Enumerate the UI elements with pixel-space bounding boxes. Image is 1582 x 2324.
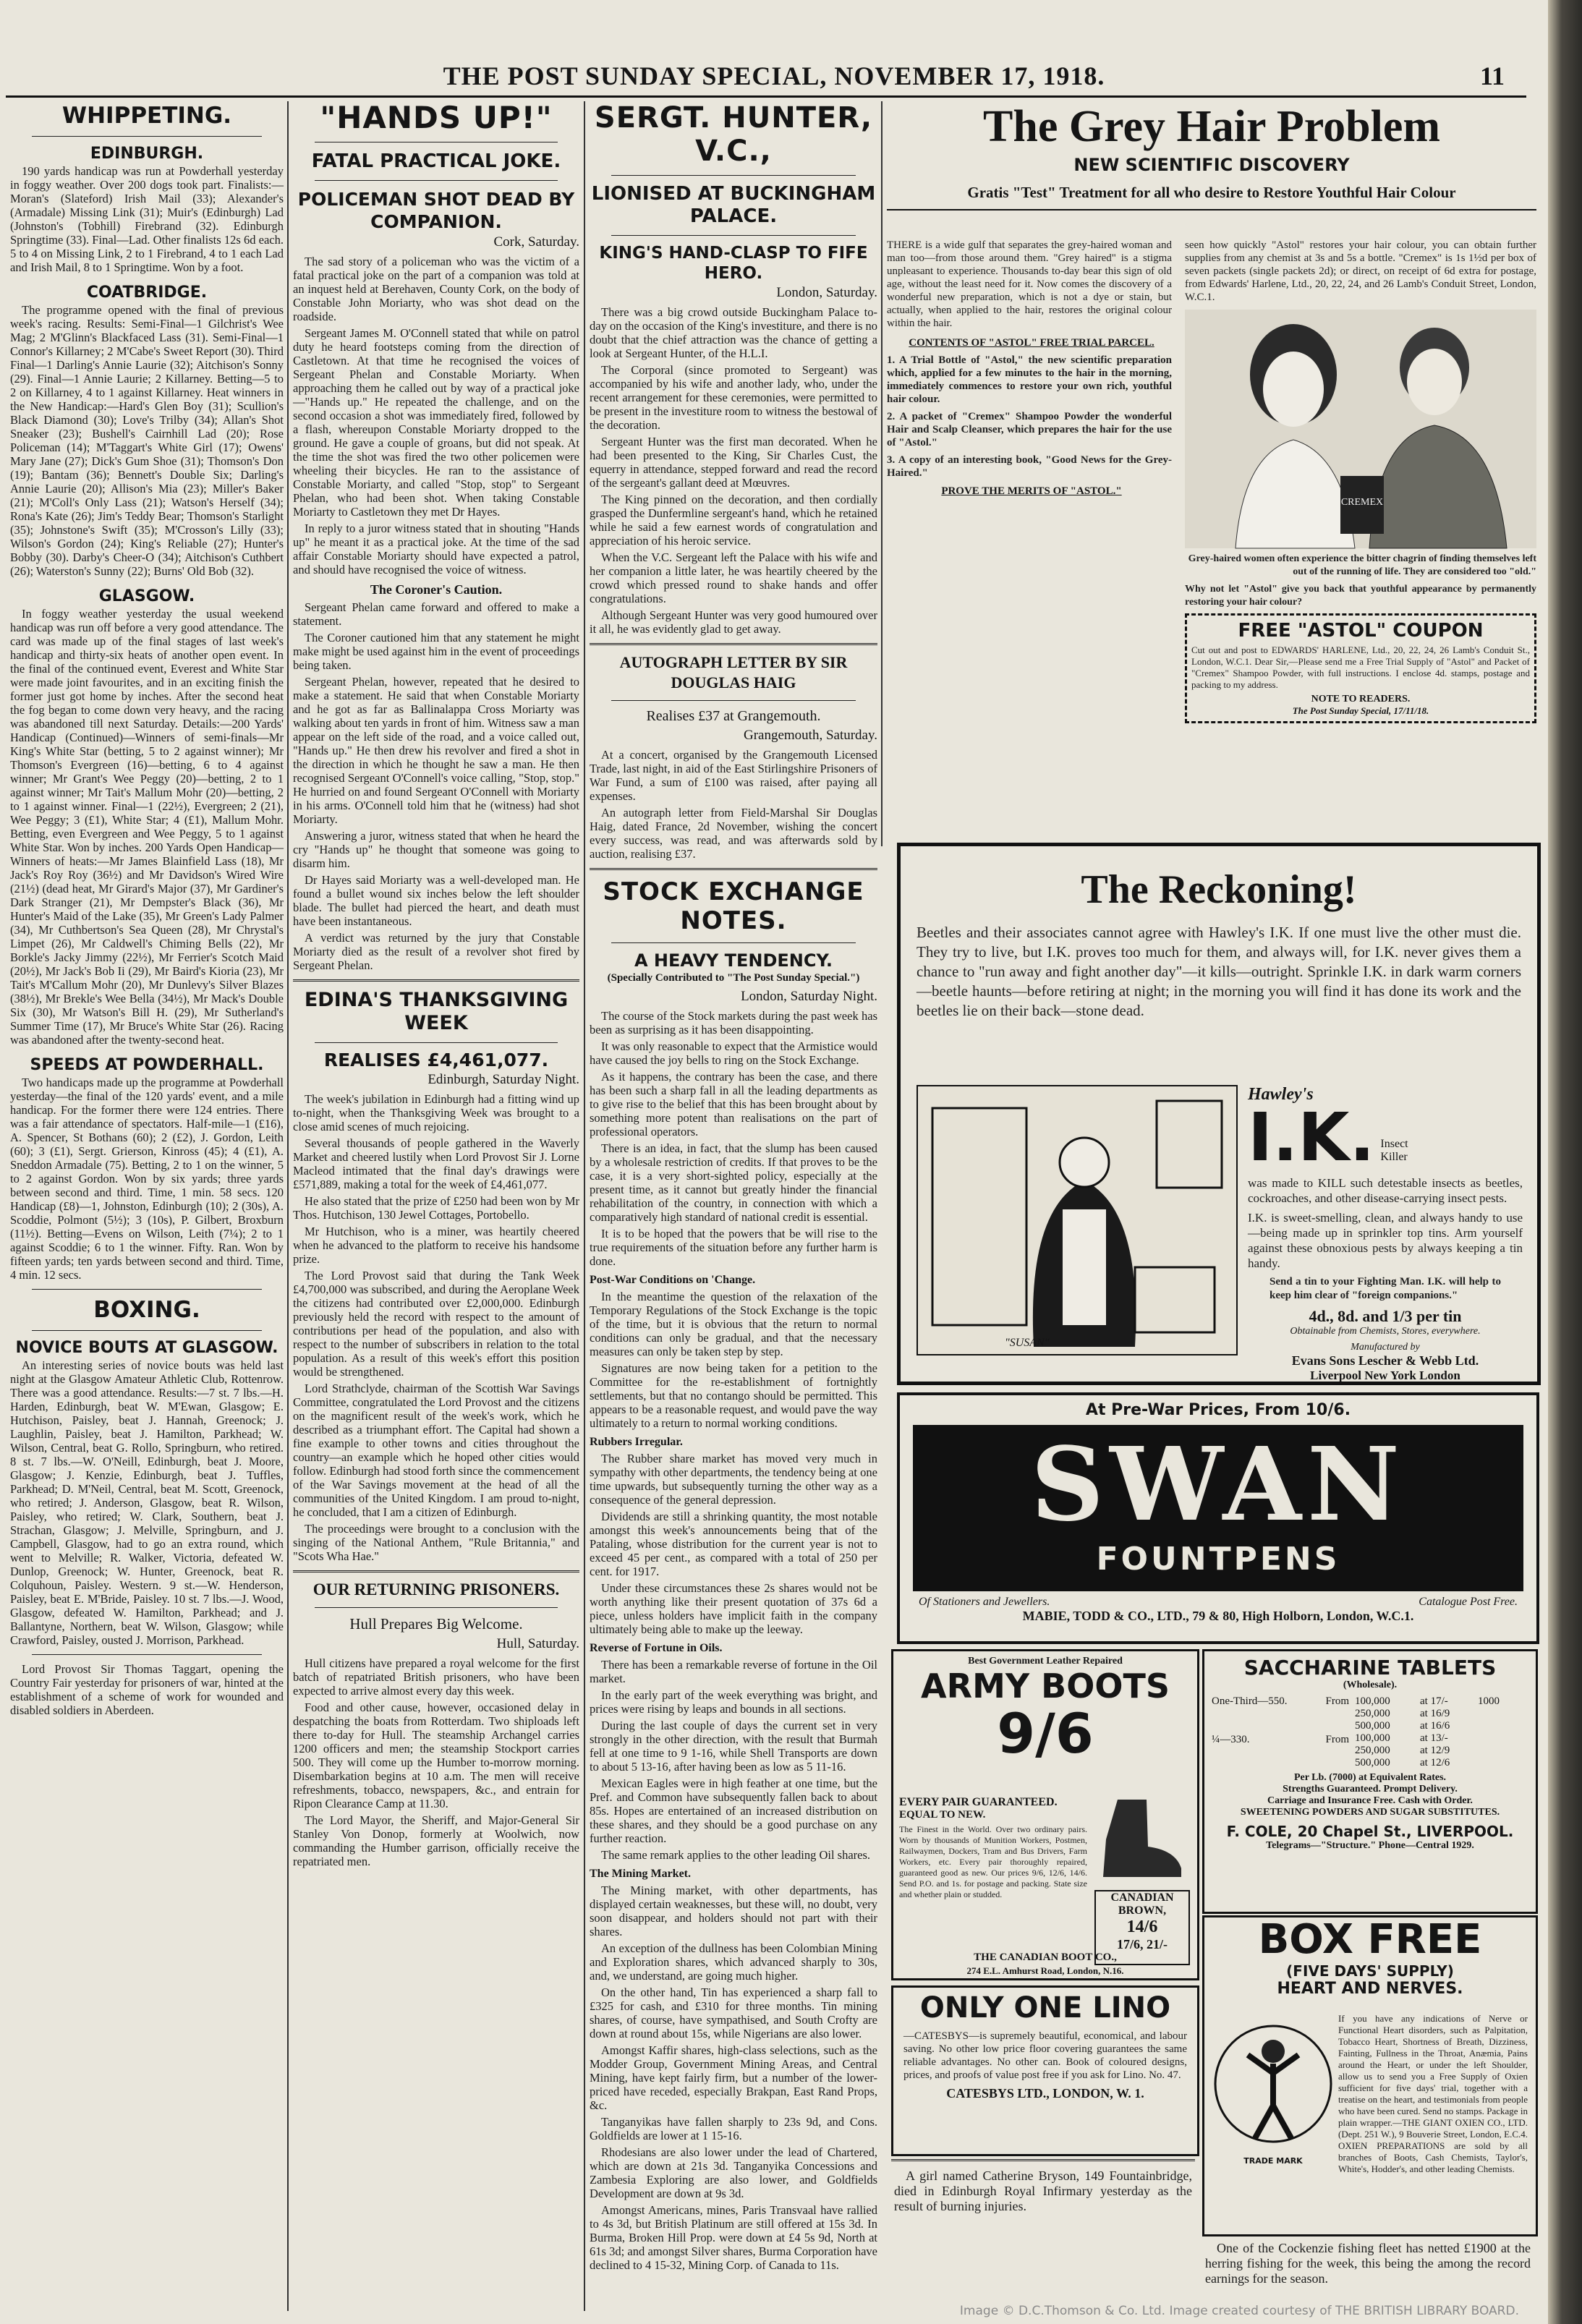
article-paragraph: The Lord Mayor, the Sheriff, and Major-General Sir Stanley Von Donop, formerly at Woolwich, now commanding the Humber garrison, officially receive the repatriated men. (293, 1813, 579, 1868)
section-head: EDINBURGH. (90, 145, 204, 163)
divider (32, 1654, 262, 1655)
ad-text: THERE is a wide gulf that separates the grey-haired woman and man too—from those around them. "Grey haired" is a stigma unpleasant to experience. Thousands to-day bear this sign of old age, without the least need for it. Now comes the discovery of a wonderful new preparation, which is not a dye or stain, but actually, when applied to the hair, restores the original colour within the hair. (887, 239, 1172, 329)
article-paragraph: In foggy weather yesterday the usual weekend handicap was run off before a very good attendance. The card was made up of the final stages of last week's handicap and thirty-six heats of another open event. In the final of the continued event, Everest and White Star were made joint favourites, and in an exciting finish the former just got home by inches. After the second heat the fog began to come down very heavy, and the racing was abandoned till next Saturday. Details:—200 Yards' Handicap (Continued)—Winners of semi-finals—Mr King's White Star (betting, 5 to 2 against winner); Mr Thomson's Evergreen (16)—betting, 6 to 4 against winner; Mr Grant's Wee Peggy (20)—betting, 2 to 1 against winner; Mr Tait's Mallum Mohr (20)—betting, 2 to 1 against winner. Final—1 (22½), Evergreen; 2 (21), Wee Peggy; 3 (£1), White Star; 4 (£1), Mallum Mohr. Betting, even Evergreen and Wee Peggy, 5 to 1 against White Star. Won by inches. 200 Yards Open Handicap—Winners of heats:—Mr James Blainfield Lass (18), Mr Jack's Roy Roy (36½) and Mr Davidson's Wired Wire (21½) (dead heat, Mr Girard's Major (37), Mr Gardiner's Dark Stranger (21), Mr Dempster's Black (36), Mr Hunter's Maid of the Lake (35), Mr Green's Lady Palmer (34), Mr Cuthbertson's Sea Queen (28), Mr Chrystal's Limpet (26), Mr Caldwell's Chiming Bells (22), Mr Borkle's Jacky Jimmy (22½), Mr Ferrier's Scotch Maid (20½), Mr Jack's Bob Ii (29), Mr Baird's Kioria (23), Mr Tait's M'Callum Mohr (20), Mr Dunlevy's Silver Blazes (38½), Mr Brekle's Wee Bella (34½), Mr Mack's Double Six (30), Mr Watson's Bill H. (29), Mr Sutherland's Summer Time (17), Mr Bruce's White Star (26). Racing was abandoned after the twenty-second heat. (10, 607, 284, 1047)
article-paragraph: On the other hand, Tin has experienced a sharp fall to £325 for cash, and £310 for three months. Tin mining shares, of course, have sympathised, and South Crofty are down at round about 15s, while Nigerians are also lower. (590, 1985, 877, 2040)
divider (611, 942, 856, 943)
ad-text: Carriage and Insurance Free. Cash with Order. (1267, 1795, 1473, 1806)
firm-name: F. COLE, 20 Chapel St., LIVERPOOL. (1226, 1823, 1514, 1840)
dateline: Hull, Saturday. (496, 1636, 579, 1651)
article-paragraph: When the V.C. Sergeant left the Palace with his wife and her companion a little later, he was heartily cheered by the crowd which pressed round to shake hands and offer congratulations. (590, 550, 877, 605)
article-paragraph: The Lord Provost said that during the Tank Week £4,700,000 was subscribed, and during the Aeroplane Week the citizens had contributed over £2,000,000. Edinburgh previously held the record with respect to the amount of contributions per head of the population, and also with respect to the number of subscribers in relation to the total population. As a result of this week's effort this position would be strengthened. (293, 1269, 579, 1379)
ad-top-line: Best Government Leather Repaired (968, 1656, 1123, 1667)
headline-hunter: SERGT. HUNTER, V.C., (594, 101, 873, 168)
article-paragraph: In the meantime the question of the relaxation of the Temporary Regulations of the Stock Exchange is the topic of the time, but it is obvious that the return to normal conditions can only be gradual, and that the necessary measures can only be taken step by step. (590, 1290, 877, 1358)
subhead: LIONISED AT BUCKINGHAM PALACE. (591, 183, 876, 227)
article-paragraph: There is an idea, in fact, that the slump has been caused by a wholesale restriction of credits. If that proves to be the case, it is a very short-sighted policy, especially at the present time, as it cannot but greatly hinder the financial rehabilitation of the country, in connection with which a comparatively high standard of national credit is essential. (590, 1141, 877, 1224)
page-binding-edge (1548, 0, 1582, 2324)
merits-heading: PROVE THE MERITS OF "ASTOL." (941, 485, 1122, 497)
price: 17/6, 21/- (1117, 1937, 1168, 1951)
article-paragraph: As it happens, the contrary has been the case, and there has been such a sharp fall in all the leading departments as to give rise to the belief that this has been brought about by something more potent than realisations on the part of professional operators. (590, 1070, 877, 1138)
ad-text: CANADIAN BROWN, (1110, 1891, 1174, 1917)
ad-text: The Finest in the World. Over two ordinary pairs. Worn by thousands of Munition Workers, Postmen, Railwaymen, Dockers, Tram and Bus Drivers, Farm Workers, etc. Every pair thoroughly repaired, guaranteed good as new. Our prices 9/6, 12/6, 14/6. Send P.O. and 1s. for postage and packing. State size and whether plain or studded. (899, 1824, 1087, 1899)
ad-subtitle: (FIVE DAYS' SUPPLY) (1286, 1962, 1454, 1980)
headline-thanksgiving: EDINA'S THANKSGIVING WEEK (304, 989, 569, 1034)
parcel-item: 1. A Trial Bottle of "Astol," the new scientific preparation which, applied for a few minutes to the hair in the morning, immediately commences to restore your own rich, youthful hair colour. (887, 354, 1172, 405)
dateline: Edinburgh, Saturday Night. (428, 1072, 579, 1087)
page-number: 11 (1479, 61, 1505, 90)
illustration-signature: "SUSAN" (1005, 1337, 1050, 1349)
ad-details (1248, 1085, 1523, 1383)
article-paragraph: Amongst Americans, mines, Paris Transvaal have rallied to 4s 3d, but British Platinum are still offered at 15s 3d. In Burma, Broken Hill Prop. were down at £4 5s 9d, North at 61s 3d; and amongst Silver shares, Burma Corporation have declined to 4 15-32, Mining Corp. of Canada to 11s. (590, 2203, 877, 2272)
article-paragraph: Mr Hutchison, who is a miner, was heartily cheered when he advanced to the platform to receive his handsome prize. (293, 1225, 579, 1266)
price-from (1306, 1695, 1355, 1769)
coupon-title: FREE "ASTOL" COUPON (1238, 620, 1484, 642)
parcel-heading: CONTENTS OF "ASTOL" FREE TRIAL PARCEL. (909, 337, 1154, 349)
ad-title: ARMY BOOTS (921, 1667, 1170, 1706)
ad-subtitle: (Wholesale). (1343, 1680, 1398, 1690)
divider (611, 175, 856, 176)
crosshead: Rubbers Irregular. (590, 1436, 683, 1448)
article-paragraph: A verdict was returned by the jury that Constable Moriarty died as the result of a revolver shot fired by Sergeant Phelan. (293, 931, 579, 972)
article-paragraph: Amongst Kaffir shares, high-class selections, such as the Modder Group, Government Mining Areas, and Central Mining, have kept fairly firm, but a number of the lower-priced have receded, especially Brakpan, East Rand Props, &c. (590, 2043, 877, 2112)
section-head: GLASGOW. (98, 587, 195, 605)
boot-icon (1096, 1796, 1186, 1883)
article-paragraph: Dividends are still a shrinking quantity, the most notable amongst this week's announcements being that of the Pataling, whose distribution for the current year is not to exceed 45 per cent., as compared with a total of 250 per cent. for 1917. (590, 1510, 877, 1578)
divider (315, 1042, 558, 1043)
crosshead: Hull Prepares Big Welcome. (349, 1615, 523, 1633)
firm-name: CATESBYS LTD., LONDON, W. 1. (946, 2086, 1144, 2100)
price: 9/6 (997, 1701, 1094, 1766)
article-paragraph: It was only reasonable to expect that the Armistice would have caused the joy bells to ring on the Stock Exchange. (590, 1039, 877, 1067)
ad-text: Of Stationers and Jewellers. (919, 1596, 1050, 1608)
divider (32, 1289, 262, 1290)
column-hands-up (293, 101, 579, 2311)
crosshead: Post-War Conditions on 'Change. (590, 1274, 756, 1286)
article-paragraph: He also stated that the prize of £250 had been won by Mr Thos. Hutchison, 130 Jewel Cottages, Portobello. (293, 1194, 579, 1222)
article-paragraph: Lord Strathclyde, chairman of the Scottish War Savings Committee, congratulated the Lord Provost and the citizens on the magnificent result of the week's work, which he described as a triumphant effort. The Capital had shown a fine example to other towns and cities throughout the country—an example which he hoped other cities would follow. Edinburgh had stood forth since the commencement of the War Savings movement at the head of all the communities of the United Kingdom. I am proud to-night, he concluded, that I am a citizen of Edinburgh. (293, 1382, 579, 1519)
coupon-note: NOTE TO READERS. (1311, 694, 1411, 705)
article-paragraph: Signatures are now being taken for a petition to the Committee for the re-establishment of fortnightly settlements, but that no contango should be permitted. This appears to be a reasonable request, and would pave the way ultimately to a return to normal working conditions. (590, 1361, 877, 1430)
article-paragraph: The week's jubilation in Edinburgh had a fitting wind up to-night, when the Thanksgiving Week was brought to a close amid scenes of much rejoicing. (293, 1092, 579, 1133)
price: 14/6 (1126, 1917, 1158, 1936)
ad-title: SACCHARINE TABLETS (1243, 1656, 1497, 1680)
article-paragraph: An autograph letter from Field-Marshal Sir Douglas Haig, dated France, 2d November, wishing the concert every success, was read, and was afterwards sold by auction, realising £37. (590, 806, 877, 861)
subhead: POLICEMAN SHOT DEAD BY COMPANION. (297, 189, 575, 232)
divider (590, 643, 877, 645)
masthead-title: THE POST SUNDAY SPECIAL, NOVEMBER 17, 1918. (443, 61, 1105, 90)
price-row: 250,000 at 16/9 (1355, 1708, 1450, 1719)
maker-name: THE CANADIAN BOOT CO., (974, 1951, 1117, 1963)
ad-text: Per Lb. (7000) at Equivalent Rates. (1293, 1772, 1447, 1783)
masthead-rule (6, 95, 1526, 98)
article-paragraph: The programme opened with the final of previous week's racing. Results: Semi-Final—1 Gilchrist's Wee Mag; 2 M'Glinn's Blackfaced Lass (31). Semi-Final—1 Connor's Killarney; 2 M'Cabe's Sweet Report (30). Third Final—1 Darling's Annie Laurie (32); Aitchison's Sonny (29). Final—1 Annie Laurie; 2 Killarney. Betting—5 to 2 on Killarney, 4 to 1 against Killarney. Heat winners in the New Handicap:—Hard's Glen Boy (31); Scullion's Black Diamond (30); Love's Trilby (34); Allan's Shot Sneaker (23); Bushell's Cairnhill Lad (20); Rose Policeman (14); M'Taggart's White Girl (17); Owens' Mary Jane (27); Dick's Gum Shoe (31); Thomson's Don (19); Bantam (36); Bennett's Double Six; Darling's Annie Laurie (20); Allison's Mia (23); Miller's Baker (21); M'Coll's Only Lass (21); Watson's Herself (34); Rona's Kate (26); Jim's Teddy Bear; Thomson's Starlight (35); Johnstone's Swift (35); M'Crosson's Lilly (33); Wilson's Gordon (24); King's Reliable (27); Hunter's Bobby (30). Darby's Cheer-O (34); Aitchison's Cuthbert (26); Waterston's Sunny (22); Burns' Old Bob (32). (10, 303, 284, 578)
divider (315, 1607, 558, 1608)
brand-name: SWAN (1031, 1426, 1405, 1544)
price-row: 100,000 at 13/- (1355, 1732, 1448, 1744)
ad-footer-row (919, 1596, 1518, 1609)
news-brief: A girl named Catherine Bryson, 149 Fountainbridge, died in Edinburgh Royal Infirmary yesterday as the result of burning injuries. (894, 2168, 1192, 2213)
price-label: One-Third—550. (1212, 1695, 1288, 1707)
contributor-note: (Specially Contributed to "The Post Sunday Special.") (607, 972, 860, 984)
headline-prisoners: OUR RETURNING PRISONERS. (312, 1580, 560, 1599)
headline-stock-exchange: STOCK EXCHANGE NOTES. (603, 877, 864, 935)
column-rule (881, 101, 883, 846)
article-paragraph: Sergeant Hunter was the first man decorated. When he had been presented to the King, Sir Charles Cust, the equerry in attendance, stepped forward and read the record of the sergeant's gallant deed at Mœuvres. (590, 435, 877, 490)
maker-places: Liverpool New York London (1310, 1369, 1460, 1382)
illustration-caption: Grey-haired women often experience the bitter chagrin of finding themselves left out of the running of life. They are considered too "old." (1188, 553, 1536, 577)
divider (293, 1570, 579, 1572)
ad-illustration (1185, 310, 1536, 548)
article-paragraph: The proceedings were brought to a conclusion with the singing of the National Anthem, "Rule Britannia," and "Scots Wha Hae." (293, 1522, 579, 1563)
ad-grey-hair (887, 101, 1536, 832)
divider (315, 180, 558, 181)
ad-title: The Grey Hair Problem (983, 102, 1440, 151)
coupon-text: Cut out and post to EDWARDS' HARLENE, Ltd., 20, 22, 24, 26 Lamb's Conduit St., London, W.C.1. Dear Sir,—Please send me a Free Trial Supply of "Astol" and Packet of "Cremex" Shampoo Powder, with full instructions. I enclose 4d. stamps, postage and packing to my address. (1191, 644, 1530, 690)
ad-text: Beetles and their associates cannot agree with Hawley's I.K. If one must live the other must die. They try to live, but I.K. proves too much for them, and always will, for I.K. never gives them a chance to "run away and fight another day"—it kills—outright. Sprinkle I.K. in dark warm corners—beetle haunts—before retiring at night; in the morning you will find it has done its work and the beetles lie on their back—stone dead. (917, 924, 1521, 1019)
article-paragraph: Sergeant Phelan, however, repeated that he desired to make a statement. He said that when Constable Moriarty and he got as far as Ballinalappa Cross Moriarty was walking about ten yards in front of him. Witness saw a man appear on the left side of the road, and a voice called out, "Hands up." He then drew his revolver and fired a shot in the direction in which he thought he saw a man. He then recognised Sergeant O'Connell's voice calling, "Stop, stop." He hurried on and found Sergeant O'Connell with Moriarty in his arms. O'Connell told him that he (witness) had shot Moriarty. (293, 675, 579, 826)
trade-mark-label: TRADE MARK (1243, 2156, 1303, 2166)
headline-whippeting: WHIPPETING. (61, 103, 232, 129)
headline-boxing: BOXING. (93, 1297, 200, 1323)
ad-text: seen how quickly "Astol" restores your hair colour, you can obtain further supplies from any chemist at 3s and 5s a bottle. "Cremex" is 1s 1½d per box of seven packets (single packets 2d); or direct, on receipt of 6d extra for postage, from Edwards' Harlene, Ltd., 20, 22, 24, and 26 Lamb's Conduit Street, London, W.C.1. (1185, 239, 1536, 303)
subhead: FATAL PRACTICAL JOKE. (311, 150, 561, 172)
ad-tagline: Gratis "Test" Treatment for all who desire to Restore Youthful Hair Colour (887, 184, 1536, 210)
column-whippeting (10, 101, 284, 2311)
brand-name: I.K. (1248, 1099, 1375, 1176)
article-paragraph: 190 yards handicap was run at Powderhall yesterday in foggy weather. Over 200 dogs took part. Finalists:—Moran's (Slateford) Irish Mail (33); Alexander's (Armadale) Missing Link (31); Muir's (Edinburgh) Lad (Johnston's (Tobhill) Firebrand (32). Edinburgh Springtime (33). Final—Lad. Other finalists 12s 6d each. 5 to 4 on Missing Link, 2 to 1 Firebrand, 4 to 1 each Lad and Irish Mail, 8 to 1 Springtime. Won by a foot. (10, 164, 284, 274)
crosshead: The Mining Market. (590, 1868, 691, 1880)
article-paragraph: In the early part of the week everything was bright, and prices were rising by leaps and bounds in all sections. (590, 1688, 877, 1716)
article-paragraph: The same remark applies to the other leading Oil shares. (601, 1848, 871, 1862)
ad-body-right (1185, 239, 1536, 723)
price-row: 500,000 at 16/6 (1355, 1720, 1450, 1732)
maker-name: MABIE, TODD & CO., LTD., 79 & 80, High Holborn, London, W.C.1. (1022, 1609, 1414, 1623)
ad-body (899, 1796, 1087, 1903)
ad-subtitle: NEW SCIENTIFIC DISCOVERY (1073, 155, 1350, 175)
section-head: NOVICE BOUTS AT GLASGOW. (15, 1339, 278, 1357)
swan-banner (913, 1425, 1523, 1591)
coupon-dept: The Post Sunday Special, 17/11/18. (1292, 705, 1429, 716)
divider (590, 868, 877, 870)
ad-text: Obtainable from Chemists, Stores, everywhere. (1290, 1326, 1481, 1337)
price-row: 500,000 at 12/6 (1355, 1757, 1450, 1768)
price-rows (1355, 1695, 1528, 1769)
divider (891, 2159, 1195, 2161)
ad-text: Strengths Guaranteed. Prompt Delivery. (1283, 1784, 1458, 1795)
dateline: London, Saturday Night. (741, 989, 877, 1004)
dateline: Grangemouth, Saturday. (743, 728, 877, 743)
coupon[interactable] (1185, 613, 1536, 723)
price-from-label: From (1325, 1695, 1349, 1707)
ad-box-free (1202, 1915, 1538, 2236)
article-paragraph: Mexican Eagles were in high feather at one time, but the Pref. and Common have subsequently fallen back to about 85s. Hopes are entertained of an increased distribution on these shares, and they should be a good purchase on any further reaction. (590, 1776, 877, 1845)
ad-army-boots (891, 1649, 1199, 1980)
ad-question: Why not let "Astol" give you back that youthful appearance by permanently restoring your hair colour? (1185, 584, 1536, 608)
ad-text: Manufactured by (1351, 1342, 1420, 1353)
divider (32, 136, 262, 137)
price-table (1212, 1695, 1528, 1769)
ad-subtitle: HEART AND NERVES. (1277, 1980, 1463, 1998)
ad-text: EVERY PAIR GUARANTEED. (899, 1796, 1058, 1808)
ad-text: I.K. is sweet-smelling, clean, and always handy to use—being made up in sprinkler top tins. Arm yourself against these obnoxious pests by always keeping a tin handy. (1248, 1211, 1523, 1270)
trade-mark-figure-icon (1212, 2012, 1335, 2156)
ad-text: Catalogue Post Free. (1419, 1596, 1518, 1608)
crosshead: Reverse of Fortune in Oils. (590, 1642, 723, 1654)
price-row: 250,000 at 12/9 (1355, 1745, 1450, 1756)
article-paragraph: The Mining market, with other departments, has displayed certain weaknesses, but these will, no doubt, very soon disappear, and holders should not part with their shares. (590, 1884, 877, 1938)
ad-body-left (887, 239, 1176, 498)
article-paragraph: The sad story of a policeman who was the victim of a fatal practical joke on the part of a companion was told at an inquest held at Berehaven, County Cork, on the body of Constable John Moriarty, who was shot dead on the roadside. (293, 255, 579, 323)
price-line: 4d., 8d. and 1/3 per tin (1309, 1307, 1462, 1325)
article-paragraph: The Coroner cautioned him that any statement he might make might be used against him in the event of proceedings being taken. (293, 631, 579, 672)
article-paragraph: Rhodesians are also lower under the lead of Chartered, which are down at 21s 3d. Tanganyika Concessions and Zambesia Exploring are also lower, and Goldfields Development are down at 9s 3d. (590, 2145, 877, 2200)
article-paragraph: Lord Provost Sir Thomas Taggart, opening the Country Fair yesterday for prisoners of war, hinted at the establishment of a scheme of work for wounded and disabled soldiers in Aberdeen. (10, 1662, 284, 1717)
price-label: ¼—330. (1212, 1734, 1250, 1745)
divider (293, 979, 579, 982)
article-paragraph: The King pinned on the decoration, and then cordially grasped the Dunfermline sergeant's hand, which he retained while he said a few earnest words of congratulation and appreciation of his heroic service. (590, 493, 877, 548)
article-paragraph: There was a big crowd outside Buckingham Palace to-day on the occasion of the King's investiture, and there is no doubt that the chief attraction was the chance of getting a look at Sergeant Hunter, of the H.L.I. (590, 305, 877, 360)
headline-hands-up: "HANDS UP!" (320, 100, 553, 135)
crosshead: Realises £37 at Grangemouth. (646, 708, 821, 724)
ad-reckoning (897, 843, 1541, 1385)
article-paragraph: Although Sergeant Hunter was very good humoured over it all, he was evidently glad to get away. (590, 608, 877, 636)
article-paragraph: At a concert, organised by the Grangemouth Licensed Trade, last night, in aid of the East Stirlingshire Prisoners of War Fund, a sum of £100 was raised, after paying all expenses. (590, 748, 877, 803)
article-paragraph: Tanganyikas have fallen sharply to 23s 9d, and Cons. Goldfields are lower at 1 15-16. (590, 2115, 877, 2142)
divider (611, 700, 856, 701)
firm-telegrams: Telegrams—"Structure." Phone—Central 1929. (1266, 1840, 1474, 1851)
crosshead: The Coroner's Caution. (370, 582, 503, 597)
ad-illustration (917, 1085, 1238, 1355)
parcel-item: 3. A copy of an interesting book, "Good News for the Grey-Haired." (887, 454, 1172, 479)
ad-text: If you have any indications of Nerve or Functional Heart disorders, such as Palpitation, Tobacco Heart, Shortness of Breath, Dizziness, Fainting, Fullness in the Throat, Anæmia, Pains around the Heart, or under the left Shoulder, allow us to send you a Free Supply of Oxien sufficient for five days' trial, together with a treatise on the heart, and testimonials from people who have been cured. Send no stamps. Package in plain wrapper.—THE GIANT OXIEN CO., LTD. (Dept. 251 W.), 9 Bouverie Street, London, E.C.4. OXIEN PREPARATIONS are sold by all branches of Boots, Cash Chemists, Taylor's, White's, Hodder's, and other leading Chemists. (1338, 2013, 1528, 2174)
ad-text: SWEETENING POWDERS AND SUGAR SUBSTITUTES. (1240, 1807, 1500, 1818)
divider (32, 1330, 262, 1331)
subhead: KING'S HAND-CLASP TO FIFE HERO. (599, 244, 868, 283)
section-head: SPEEDS AT POWDERHALL. (30, 1056, 264, 1074)
couple-illustration (1185, 310, 1536, 548)
article-paragraph: Sergeant James M. O'Connell stated that while on patrol duty he heard footsteps coming from the direction of Castletown. At that time he recognised the voices of Sergeant Phelan and Constable Moriarty. When approaching them he called out by way of a practical joke—"Hands up." He repeated the challenge, and on the second occasion a shot was immediately fired, followed by a flash, whereupon Constable Moriarty dropped to the ground. He gave a couple of groans, but did not speak. At the time the shot was fired the two other policemen were wheeling their bicycles. He ran to the assistance of Constable Moriarty, and called "Stop, stop" to Sergeant Phelan, who had been shot. When taking Constable Moriarty to Castletown they met Dr Hayes. (293, 326, 579, 519)
price-from-label: From (1325, 1734, 1349, 1745)
article-paragraph: An interesting series of novice bouts was held last night at the Glasgow Amateur Athletic Club, Rottenrow. There was a good attendance. Results:—7 st. 7 lbs.—H. Harden, Edinburgh, beat W. M'Ewan, Glasgow; E. Hutchison, Paisley, beat J. Hannah, Greenock; J. Laughlin, Paisley, beat J. Hamilton, Parkhead; W. Wilson, Central, beat G. Rollo, Springburn, who retired. 8 st. 7 lbs.—W. O'Neill, Edinburgh, beat J. Moore, Glasgow; J. Kenzie, Edinburgh, beat J. Tuffles, Parkhead; D. M'Neil, Central, beat M. Scott, Greenock, who retired; J. Anderson, Glasgow, beat R. Wilson, Paisley, who retired; W. Clark, Southern, beat J. Strachan, Glasgow; J. Melville, Springburn, and J. Campbell, Glasgow, had to go an extra round, which went to Melville; R. Walker, Victoria, defeated W. Dunlop, Greenock; W. Hunter, Greenock, beat R. Colquhoun, Paisley. Western. 9 st.—W. Henderson, Paisley, beat E. M'Bride, Paisley. 10 st. 7 lbs.—J. Wood, Glasgow, defeated W. Hamilton, Parkhead; and J. Ballantyne, Northern, beat W. Wilson, Glasgow; while Crawford, Paisley, ousted J. Morrison, Parkhead. (10, 1358, 284, 1647)
article-paragraph: Dr Hayes said Moriarty was a well-developed man. He found a bullet wound six inches below the left shoulder blade. The bullet had pierced the heart, and death must have been instantaneous. (293, 873, 579, 928)
dateline: Cork, Saturday. (493, 234, 579, 250)
ad-text: —CATESBYS—is supremely beautiful, economical, and labour saving. No other low price floor covering guarantees the same reliable advantages. No other can. Book of coloured designs, prices, and proofs of value post free if you ask for Lino. No. 47. (903, 2030, 1187, 2081)
ad-top-line: At Pre-War Prices, From 10/6. (1085, 1401, 1351, 1419)
susan-illustration (918, 1086, 1236, 1354)
ad-text: was made to KILL such detestable insects as beetles, cockroaches, and other disease-carrying insect pests. (1248, 1176, 1523, 1205)
article-paragraph: There has been a remarkable reverse of fortune in the Oil market. (590, 1658, 877, 1685)
section-head: COATBRIDGE. (86, 284, 208, 302)
article-paragraph: During the last couple of days the current set in very strongly in the other direction, with the result that Burmah fell at one time to 9 1-16, while Shell Transports are down to about 5 13-16, after having been as low as 5 11-16. (590, 1719, 877, 1774)
article-paragraph: Sergeant Phelan came forward and offered to make a statement. (293, 600, 579, 628)
article-paragraph: An exception of the dullness has been Colombian Mining and Exploration shares, which advanced sharply to 30s, and, we understand, are going much higher. (590, 1941, 877, 1983)
article-paragraph: Several thousands of people gathered in the Waverly Market and cheered lustily when Lord Provost Sir J. Lorne Macleod intimated that the final day's drawings were £571,889, making a total for the week of £4,461,077. (293, 1136, 579, 1191)
ad-title: The Reckoning! (1081, 867, 1357, 912)
article-paragraph: Under these circumstances these 2s shares would not be worth anything like their present quotation of 37s 6d a piece, unless holders have implicit faith in the company ultimately being able to make up the leeway. (590, 1581, 877, 1636)
image-credit: Image © D.C.Thomson & Co. Ltd. Image created courtesy of THE BRITISH LIBRARY BOARD. (959, 2304, 1519, 2318)
ad-saccharine (1202, 1649, 1538, 1914)
article-paragraph: Food and other cause, however, occasioned delay in despatching the boats from Rotterdam. Two shiploads left there to-day for Hull. The steamship Archangel carries 1200 officers and men; the steamship Stockport carries 500. They will come up the Humber to-morrow morning. Disembarkation begins at 10 a.m. The men will receive refreshments, tobacco, newspapers, &c., and entrain for Ripon Clearance Camp at 11.30. (293, 1701, 579, 1810)
maker-address: 274 E.L. Amhurst Road, London, N.16. (966, 1965, 1124, 1976)
subhead: REALISES £4,461,077. (323, 1050, 549, 1071)
headline-haig: AUTOGRAPH LETTER BY SIR DOUGLAS HAIG (619, 653, 848, 691)
column-rule (287, 101, 289, 2311)
article-paragraph: The Rubber share market has moved very much in sympathy with other departments, the tendency being at one time upwards, but subsequently turning the other way as a consequence of the general depression. (590, 1452, 877, 1507)
column-rule (584, 101, 585, 2311)
article-paragraph: Answering a juror, witness stated that when he heard the cry "Hands up" he thought that someone was going to disarm him. (293, 829, 579, 870)
parcel-item: 2. A packet of "Cremex" Shampoo Powder the wonderful Hair and Scalp Cleanser, which prepares the hair for the use of "Astol." (887, 411, 1172, 448)
brand-tagline: Insect Killer (1380, 1138, 1408, 1163)
article-paragraph: The Corporal (since promoted to Sergeant) was accompanied by his wife and another lady, who, under the recent arrangement for these ceremonies, were permitted to be present in the investiture room to witness the bestowal of the decoration. (590, 363, 877, 432)
ad-swan (897, 1392, 1539, 1644)
article-paragraph: It is to be hoped that the powers that be will rise to the true requirements of the situation before any further harm is done. (590, 1227, 877, 1268)
brand-sub: FOUNTPENS (1096, 1541, 1340, 1578)
subhead: A HEAVY TENDENCY. (634, 950, 833, 971)
article-paragraph: Two handicaps made up the programme at Powderhall yesterday—the final of the 120 yards' event, and a mile handicap. For the former there were 124 entries. There was a fair attendance of spectators. Half-mile—1 (£16), A. Spencer, St Bothans (60); 2 (£2), J. Gordon, Leith (60); 3 (£1), Sergt. Grierson, Kinross (45); 4 (£1), A. Sneddon Armadale (75). Betting, 2 to 1 on the winner, 5 to 2 against Gordon. Won by six yards; three yards between second and third. Time, 1 min. 58 secs. 120 Handicap (£8)—1, Johnston, Edinburgh (10); 2 (30s), A. Scoddie, Polmont (5½); 3 (10s), P. Gilbert, Broxburn (11½). Betting—Evens on Wilson, Leith (7¼); 2 to 1 against Scoddie; 6 to 1 the winner. Fifty. Ran. Won by fifteen yards; ten yards between second and third. Time, 4 min. 12 secs. (10, 1076, 284, 1282)
article-paragraph: The course of the Stock markets during the past week has been as surprising as it has been disappointing. (590, 1009, 877, 1037)
article-paragraph: Hull citizens have prepared a royal welcome for the first batch of repatriated British prisoners, who have been expected to arrive almost every day this week. (293, 1656, 579, 1698)
ad-title: ONLY ONE LINO (919, 1991, 1171, 2025)
maker-name: Evans Sons Lescher & Webb Ltd. (1291, 1353, 1479, 1368)
ad-text: Send a tin to your Fighting Man. I.K. will help to keep him clear of "foreign companions." (1270, 1276, 1501, 1301)
article-paragraph: In reply to a juror witness stated that in shouting "Hands up" he meant it as a practical joke. At the time of the sad affair Constable Moriarty should have expected a patrol, and should have recognised the voice of witness. (293, 522, 579, 576)
ad-text: EQUAL TO NEW. (899, 1809, 986, 1821)
svg-text:CREMEX: CREMEX (1340, 497, 1384, 508)
column-hunter-vc (590, 101, 877, 2272)
news-brief: One of the Cockenzie fishing fleet has netted £1900 at the herring fishing for the week, this being the among the record earnings for the season. (1205, 2241, 1531, 2286)
brand-prefix: Hawley's (1248, 1085, 1314, 1104)
dateline: London, Saturday. (776, 285, 877, 300)
brand-lockup (1248, 1099, 1523, 1176)
ad-lino (891, 1985, 1199, 2156)
price-row: 100,000 at 17/- 1000 (1355, 1695, 1500, 1707)
price-labels (1212, 1695, 1306, 1769)
ad-title: BOX FREE (1258, 1916, 1482, 1963)
divider (611, 235, 856, 236)
